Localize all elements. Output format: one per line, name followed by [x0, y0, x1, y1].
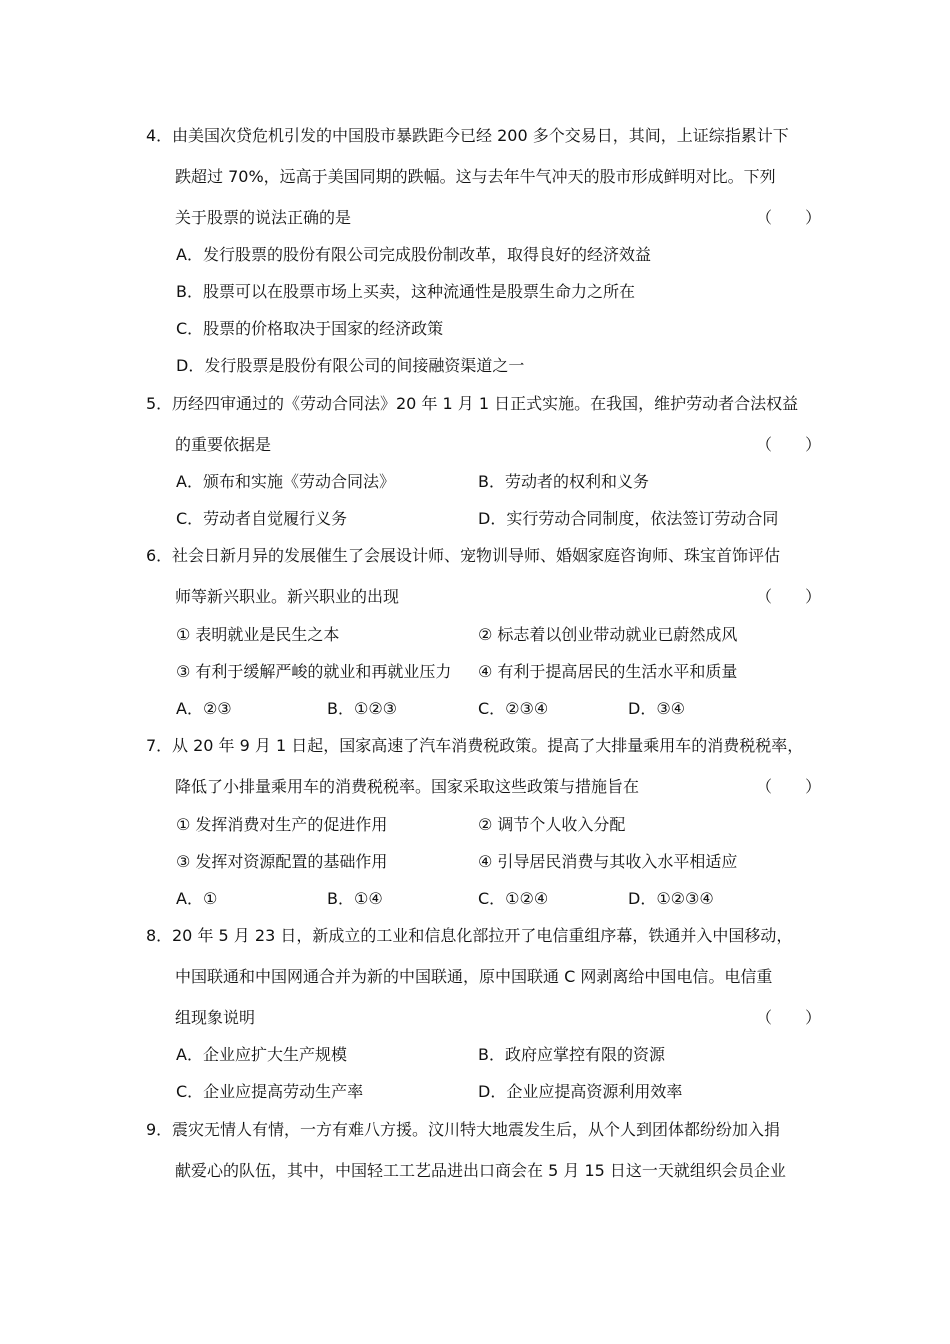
question-text-line: 中国联通和中国网通合并为新的中国联通，原中国联通 C 网剥离给中国电信。电信重	[175, 967, 773, 986]
statement-2: ② 标志着以创业带动就业已蔚然成风	[478, 625, 738, 644]
question-text-line: 的重要依据是	[175, 435, 272, 454]
question-number: 4．	[146, 126, 173, 145]
question-text-line: 师等新兴职业。新兴职业的出现	[175, 587, 400, 606]
answer-parenthesis: （ ）	[756, 587, 836, 606]
question-text-line: 震灾无情人有情，一方有难八方援。汶川特大地震发生后，从个人到团体都纷纷加入捐	[172, 1120, 781, 1139]
answer-parenthesis: （ ）	[756, 1008, 836, 1027]
question-text-line: 献爱心的队伍，其中，中国轻工工艺品进出口商会在 5 月 15 日这一天就组织会员企业	[175, 1161, 786, 1180]
option-c: C．②③④	[478, 699, 549, 718]
option-d: D．①②③④	[628, 889, 714, 908]
statement-1: ① 发挥消费对生产的促进作用	[176, 815, 388, 834]
answer-parenthesis: （ ）	[756, 435, 836, 454]
question-text-line: 关于股票的说法正确的是	[175, 208, 352, 227]
option-d: D．发行股票是股份有限公司的间接融资渠道之一	[176, 356, 525, 375]
question-number: 9．	[146, 1120, 173, 1139]
question-number: 6．	[146, 546, 173, 565]
question-text-line: 从 20 年 9 月 1 日起，国家高速了汽车消费税政策。提高了大排量乘用车的消费税税率，	[172, 736, 804, 755]
option-a: A．发行股票的股份有限公司完成股份制改革，取得良好的经济效益	[176, 245, 651, 264]
question-text-line: 社会日新月异的发展催生了会展设计师、宠物训导师、婚姻家庭咨询师、珠宝首饰评估	[172, 546, 781, 565]
option-a: A．②③	[176, 699, 232, 718]
statement-3: ③ 发挥对资源配置的基础作用	[176, 852, 388, 871]
question-number: 8．	[146, 926, 173, 945]
option-c: C．股票的价格取决于国家的经济政策	[176, 319, 444, 338]
question-text-line: 组现象说明	[175, 1008, 256, 1027]
option-b: B．劳动者的权利和义务	[478, 472, 649, 491]
option-d: D．实行劳动合同制度，依法签订劳动合同	[478, 509, 779, 528]
question-text-line: 历经四审通过的《劳动合同法》20 年 1 月 1 日正式实施。在我国，维护劳动者合法权益	[172, 394, 799, 413]
answer-parenthesis: （ ）	[756, 208, 836, 227]
question-number: 5．	[146, 394, 173, 413]
option-d: D．企业应提高资源利用效率	[478, 1082, 683, 1101]
question-text-line: 由美国次贷危机引发的中国股市暴跌距今已经 200 多个交易日，其间，上证综指累计下	[172, 126, 789, 145]
option-a: A．①	[176, 889, 218, 908]
question-text-line: 20 年 5 月 23 日，新成立的工业和信息化部拉开了电信重组序幕，铁通并入中国移动，	[172, 926, 793, 945]
option-b: B．①④	[327, 889, 383, 908]
option-b: B．股票可以在股票市场上买卖，这种流通性是股票生命力之所在	[176, 282, 635, 301]
statement-2: ② 调节个人收入分配	[478, 815, 626, 834]
question-text-line: 降低了小排量乘用车的消费税税率。国家采取这些政策与措施旨在	[175, 777, 640, 796]
option-b: B．政府应掌控有限的资源	[478, 1045, 665, 1064]
option-c: C．企业应提高劳动生产率	[176, 1082, 364, 1101]
question-text-line: 跌超过 70%，远高于美国同期的跌幅。这与去年牛气冲天的股市形成鲜明对比。下列	[175, 167, 776, 186]
statement-4: ④ 有利于提高居民的生活水平和质量	[478, 662, 738, 681]
option-c: C．劳动者自觉履行义务	[176, 509, 348, 528]
option-d: D．③④	[628, 699, 686, 718]
statement-4: ④ 引导居民消费与其收入水平相适应	[478, 852, 738, 871]
option-b: B．①②③	[327, 699, 398, 718]
statement-3: ③ 有利于缓解严峻的就业和再就业压力	[176, 662, 452, 681]
option-c: C．①②④	[478, 889, 549, 908]
statement-1: ① 表明就业是民生之本	[176, 625, 340, 644]
option-a: A．颁布和实施《劳动合同法》	[176, 472, 395, 491]
answer-parenthesis: （ ）	[756, 777, 836, 796]
option-a: A．企业应扩大生产规模	[176, 1045, 347, 1064]
question-number: 7．	[146, 736, 173, 755]
